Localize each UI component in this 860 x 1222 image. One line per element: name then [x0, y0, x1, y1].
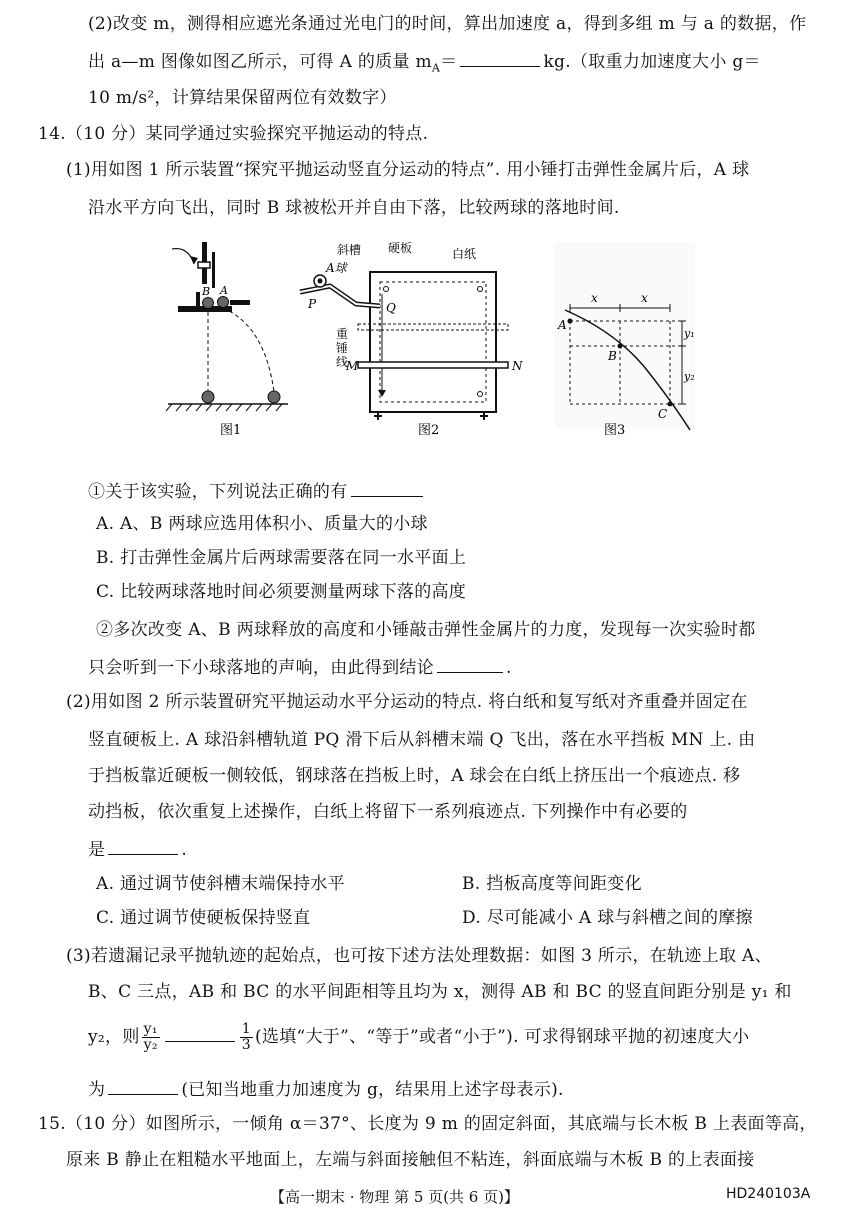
q14-sub2-end: . [506, 658, 512, 678]
q14-part2-option-c: C. 通过调节使硬板保持竖直 [96, 908, 311, 928]
q14-option-c: C. 比较两球落地时间必须要测量两球下落的高度 [96, 582, 467, 602]
fig3-label-x2: x [641, 291, 648, 305]
fig1-caption: 图1 [220, 423, 242, 438]
q14-part2-line5-text: 是 [88, 840, 106, 860]
page-footer-center: 【高一期末 · 物理 第 5 页(共 6 页)】 [270, 1188, 519, 1206]
q14-part3-line4-tail: (已知当地重力加速度为 g，结果用上述字母表示). [181, 1080, 564, 1100]
q14-sub2-line1: ②多次改变 A、B 两球释放的高度和小锤敲击弹性金属片的力度，发现每一次实验时都 [96, 620, 756, 640]
q14-sub1-text: ①关于该实验，下列说法正确的有 [88, 482, 348, 502]
fig2-label-plumb-3: 线 [336, 355, 349, 369]
fig3-label-y2: y₂ [684, 370, 695, 383]
figure-1 [166, 242, 288, 438]
q14-part2-option-a: A. 通过调节使斜槽末端保持水平 [96, 874, 345, 894]
q14-part3-line3-tail: (选填“大于”、“等于”或者“小于”). 可求得钢球平抛的初速度大小 [254, 1027, 750, 1047]
fig2-label-m: M [346, 359, 359, 373]
q14-part2-line4: 动挡板，依次重复上述操作，白纸上将留下一系列痕迹点. 下列操作中有必要的 [88, 802, 688, 822]
fig2-label-p: P [308, 297, 317, 311]
q14-part2-line2: 竖直硬板上. A 球沿斜槽轨道 PQ 滑下后从斜槽末端 Q 飞出，落在水平挡板 MN 上. 由 [88, 730, 756, 750]
q14-heading: 14.（10 分）某同学通过实验探究平抛运动的特点. [38, 124, 429, 144]
q14-part1-line1: (1)用如图 1 所示装置“探究平抛运动竖直分运动的特点”. 用小锤打击弹性金属片后，A 球 [66, 160, 750, 180]
q14-part3-line4-text: 为 [88, 1080, 106, 1100]
q13-part2-line3: 10 m/s²，计算结果保留两位有效数字） [88, 88, 397, 108]
q13-part2-line2 [88, 48, 761, 80]
fig1-label-a: A [220, 284, 228, 297]
q15-line2: 原来 B 静止在粗糙水平地面上，左端与斜面接触但不粘连，斜面底端与木板 B 的上表面接 [66, 1150, 755, 1170]
page-footer-code: HD240103A [726, 1186, 811, 1202]
q13-unit-text: kg.（取重力加速度大小 g＝ [543, 52, 761, 72]
fig2-label-plumb-2: 锤 [336, 341, 349, 355]
q14-part3-line4 [88, 1076, 564, 1102]
fig2-caption: 图2 [418, 423, 440, 438]
q14-part1-line2: 沿水平方向飞出，同时 B 球被松开并自由下落，比较两球的落地时间. [88, 198, 620, 218]
fraction-numerator: y₁ [143, 1021, 158, 1037]
fig1-label-b: B [202, 285, 211, 298]
q14-sub2-line2 [88, 654, 512, 680]
q13-part2-line1: (2)改变 m，测得相应遮光条通过光电门的时间，算出加速度 a，得到多组 m 与 a 的数据，作 [88, 14, 807, 34]
fig2-label-paper: 白纸 [452, 247, 477, 261]
fraction-y1-over-y2 [142, 1022, 160, 1053]
q14-part3-line3-text: y₂，则 [88, 1027, 140, 1047]
q14-sub1 [88, 478, 426, 504]
fraction-one-third [240, 1022, 253, 1053]
q14-part3-velocity-blank[interactable] [108, 1076, 178, 1095]
fraction-numerator: 1 [241, 1021, 251, 1037]
q13-equals: ＝ [440, 52, 458, 72]
q14-part3-line3 [88, 1022, 749, 1053]
fig2-label-plumb-1: 重 [336, 327, 349, 341]
figure-2 [300, 240, 523, 438]
fig3-label-b: B [608, 349, 617, 363]
fig2-label-chute: 斜槽 [337, 243, 362, 257]
q14-part2-option-d: D. 尽可能减小 A 球与斜槽之间的摩擦 [462, 908, 753, 928]
fig3-label-x1: x [591, 291, 598, 305]
q14-part2-answer-blank[interactable] [108, 836, 178, 855]
fig2-label-n: N [512, 359, 523, 373]
q14-option-a: A. A、B 两球应选用体积小、质量大的小球 [96, 514, 428, 534]
q14-part2-option-b: B. 挡板高度等间距变化 [462, 874, 642, 894]
q14-option-b: B. 打击弹性金属片后两球需要落在同一水平面上 [96, 548, 467, 568]
q14-part2-line3: 于挡板靠近硬板一侧较低，钢球落在挡板上时，A 球会在白纸上挤压出一个痕迹点. 移 [88, 766, 741, 786]
q14-sub2-text: 只会听到一下小球落地的声响，由此得到结论 [88, 658, 434, 678]
q14-part2-end: . [181, 840, 188, 860]
fraction-denominator: y₂ [143, 1037, 158, 1053]
q14-sub2-answer-blank[interactable] [437, 654, 503, 673]
q14-part3-line1: (3)若遗漏记录平抛轨迹的起始点，也可按下述方法处理数据：如图 3 所示，在轨迹上取 A、 [66, 946, 772, 966]
fig2-label-ball: A球 [326, 261, 347, 275]
q14-sub1-answer-blank[interactable] [351, 478, 423, 497]
q14-part2-line1: (2)用如图 2 所示装置研究平抛运动水平分运动的特点. 将白纸和复写纸对齐重叠并固定在 [66, 692, 748, 712]
q14-part3-compare-blank[interactable] [165, 1023, 235, 1042]
q13-part2-text: 出 a—m 图像如图乙所示，可得 A 的质量 m [88, 52, 432, 72]
fig2-label-board: 硬板 [388, 241, 413, 255]
fraction-denominator: 3 [241, 1037, 251, 1053]
fig3-label-c: C [658, 407, 668, 421]
fig3-caption: 图3 [604, 423, 626, 438]
figure-3 [555, 242, 695, 438]
fig3-label-y1: y₁ [684, 327, 695, 340]
q14-part3-line2: B、C 三点，AB 和 BC 的水平间距相等且均为 x，测得 AB 和 BC 的竖直间距分别是 y₁ 和 [88, 982, 792, 1002]
q15-line1: 15.（10 分）如图所示，一倾角 α＝37°、长度为 9 m 的固定斜面，其底端与长木板 B 上表面等高， [38, 1114, 817, 1134]
figures-panel [160, 234, 700, 444]
q14-part2-line5 [88, 836, 187, 862]
fig3-label-a: A [558, 318, 567, 332]
q13-mass-answer-blank[interactable] [460, 48, 540, 67]
q13-mass-subscript: A [431, 61, 441, 75]
fig2-label-q: Q [386, 301, 396, 315]
